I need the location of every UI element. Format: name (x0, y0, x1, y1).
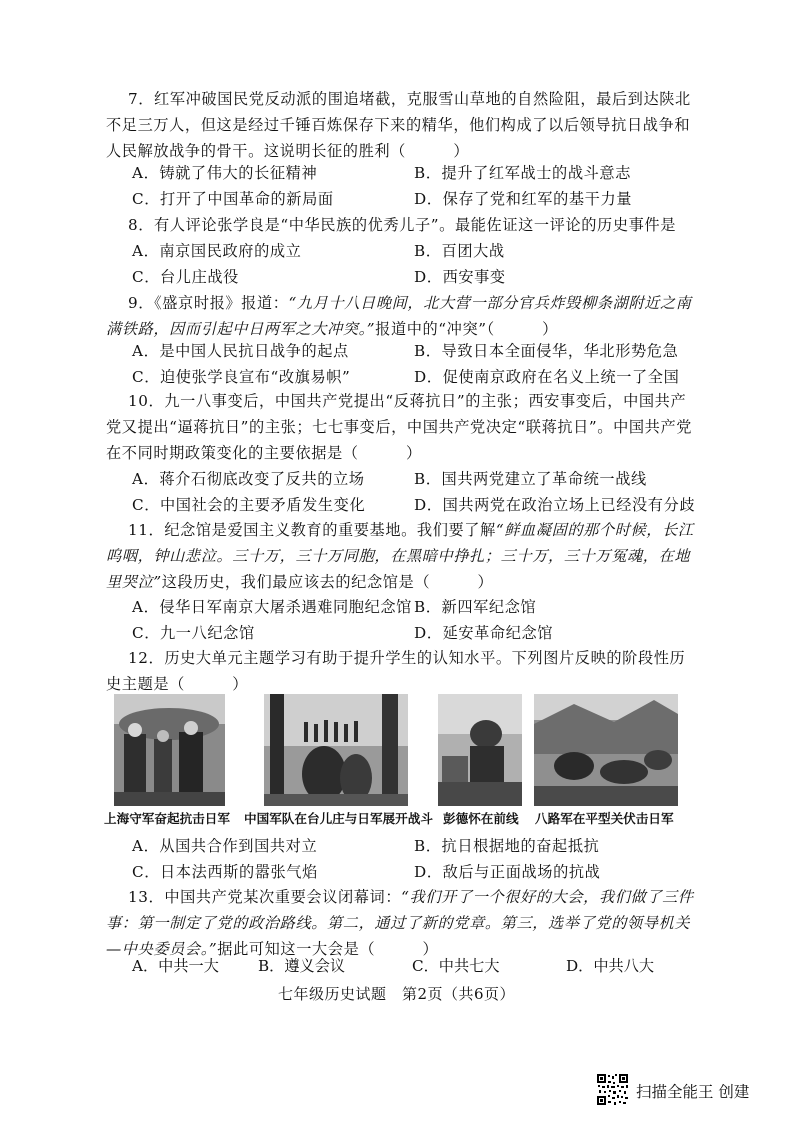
question-7-option-b[interactable]: B．提升了红军战士的战斗意志 (414, 164, 631, 182)
question-7-option-c[interactable]: C．打开了中国革命的新局面 (132, 190, 334, 208)
question-8-option-a[interactable]: A．南京国民政府的成立 (132, 242, 302, 260)
question-11-options-row1 (132, 594, 722, 620)
question-13-stem-pre: 13．中国共产党某次重要会议闭幕词： (128, 888, 402, 906)
question-11-options-row2 (132, 620, 722, 646)
question-13-quote: “我们开了一个很好的大会，我们做了三件事：第一制定了党的政治路线。第二，通过了新的党章。第三，选举了党的领导机关—中央委员会。” (106, 888, 694, 958)
question-12-options-row1 (132, 833, 722, 859)
question-8-options-row1 (132, 238, 722, 264)
question-9-quote: “九月十八日晚间，北大营一部分官兵炸毁柳条湖附近之南满铁路，因而引起中日两军之大冲突。” (106, 294, 692, 338)
question-8-option-c[interactable]: C．台儿庄战役 (132, 268, 239, 286)
question-11-stem-post: 这段历史，我们最应该去的纪念馆是（ ） (161, 573, 494, 591)
question-13-options (132, 953, 722, 979)
question-9-stem-pre: 9．《盛京时报》报道： (128, 294, 289, 312)
question-7-options-row2 (132, 186, 722, 212)
question-7-option-d[interactable]: D．保存了党和红军的基干力量 (414, 190, 633, 208)
scanner-watermark (596, 1073, 776, 1107)
question-7-option-a[interactable]: A．铸就了伟大的长征精神 (132, 164, 318, 182)
question-13-option-a[interactable]: A．中共一大 (132, 957, 219, 975)
scanner-label: 扫描全能王 创建 (636, 1083, 750, 1101)
question-8-option-b[interactable]: B．百团大战 (414, 242, 505, 260)
caption-4: 八路军在平型关伏击日军 (535, 811, 674, 826)
question-13-option-b[interactable]: B．遵义会议 (258, 957, 346, 975)
question-9-stem-post: 报道中的“冲突”（ ） (375, 320, 558, 338)
question-8-stem: 8．有人评论张学良是“中华民族的优秀儿子”。最能佐证这一评论的历史事件是 (128, 216, 676, 234)
question-12-option-b[interactable]: B．抗日根据地的奋起抵抗 (414, 837, 600, 855)
question-11-option-a[interactable]: A．侵华日军南京大屠杀遇难同胞纪念馆 (132, 598, 412, 616)
question-12-option-a[interactable]: A．从国共合作到国共对立 (132, 837, 318, 855)
caption-1: 上海守军奋起抗击日军 (104, 811, 230, 826)
question-10-option-a[interactable]: A．蒋介石彻底改变了反共的立场 (132, 470, 365, 488)
photo-pingxingguan-ambush (534, 694, 678, 806)
page-footer: 七年级历史试题 第2页（共6页） (277, 985, 516, 1003)
question-11-stem (106, 517, 696, 595)
question-9-option-d[interactable]: D．促使南京政府在名义上统一了全国 (414, 368, 680, 386)
caption-3: 彭德怀在前线 (443, 811, 519, 826)
question-12-stem: 12．历史大单元主题学习有助于提升学生的认知水平。下列图片反映的阶段性历史主题是（ ） (106, 649, 686, 693)
question-10-option-b[interactable]: B．国共两党建立了革命统一战线 (414, 470, 647, 488)
question-10-option-c[interactable]: C．中国社会的主要矛盾发生变化 (132, 496, 366, 514)
question-12-option-d[interactable]: D．敌后与正面战场的抗战 (414, 863, 601, 881)
question-11-option-b[interactable]: B．新四军纪念馆 (414, 598, 537, 616)
question-11-quote: “鲜血凝固的那个时候，长江呜咽，钟山悲泣。三十万，三十万同胞，在黑暗中挣扎；三十万，三十万冤魂，在地里哭泣” (106, 521, 694, 591)
question-9-option-c[interactable]: C．迫使张学良宣布“改旗易帜” (132, 368, 351, 386)
question-9-options-row1 (132, 338, 722, 364)
question-13-option-d[interactable]: D．中共八大 (566, 957, 655, 975)
question-10-options-row1 (132, 466, 722, 492)
question-8-option-d[interactable]: D．西安事变 (414, 268, 506, 286)
question-10-option-d[interactable]: D．国共两党在政治立场上已经没有分歧 (414, 496, 696, 514)
question-9-option-b[interactable]: B．导致日本全面侵华，华北形势危急 (414, 342, 679, 360)
photo-peng-dehuai (438, 694, 522, 806)
question-12-option-c[interactable]: C．日本法西斯的嚣张气焰 (132, 863, 318, 881)
question-11-option-d[interactable]: D．延安革命纪念馆 (414, 624, 554, 642)
question-10-options-row2 (132, 492, 722, 518)
question-9-option-a[interactable]: A．是中国人民抗日战争的起点 (132, 342, 349, 360)
question-11-stem-pre: 11．纪念馆是爱国主义教育的重要基地。我们要了解 (128, 521, 496, 539)
question-7-options-row1 (132, 160, 722, 186)
question-12-options-row2 (132, 859, 722, 885)
qr-code-icon (596, 1073, 629, 1106)
photo-taierzhuang-battle (264, 694, 408, 806)
question-7-stem: 7．红军冲破国民党反动派的围追堵截，克服雪山草地的自然险阻，最后到达陕北不足三万人，但这是经过千锤百炼保存下来的精华，他们构成了以后领导抗日战争和人民解放战争的骨干。这说明长征的胜利（ ） (106, 90, 691, 160)
photo-shanghai-defenders (114, 694, 225, 806)
question-13-option-c[interactable]: C．中共七大 (412, 957, 500, 975)
question-10-stem: 10．九一八事变后，中国共产党提出“反蒋抗日”的主张；西安事变后，中国共产党又提出“逼蒋抗日”的主张；七七事变后，中国共产党决定“联蒋抗日”。中国共产党在不同时期政策变化的主要依据是（ ） (106, 392, 693, 462)
question-11-option-c[interactable]: C．九一八纪念馆 (132, 624, 255, 642)
question-9-options-row2 (132, 364, 722, 390)
caption-2: 中国军队在台儿庄与日军展开战斗 (244, 811, 433, 826)
question-13-stem-post: 据此可知这一大会是（ ） (217, 940, 439, 958)
question-8-options-row2 (132, 264, 722, 290)
question-9-stem (106, 290, 696, 342)
question-13-stem (106, 884, 696, 962)
